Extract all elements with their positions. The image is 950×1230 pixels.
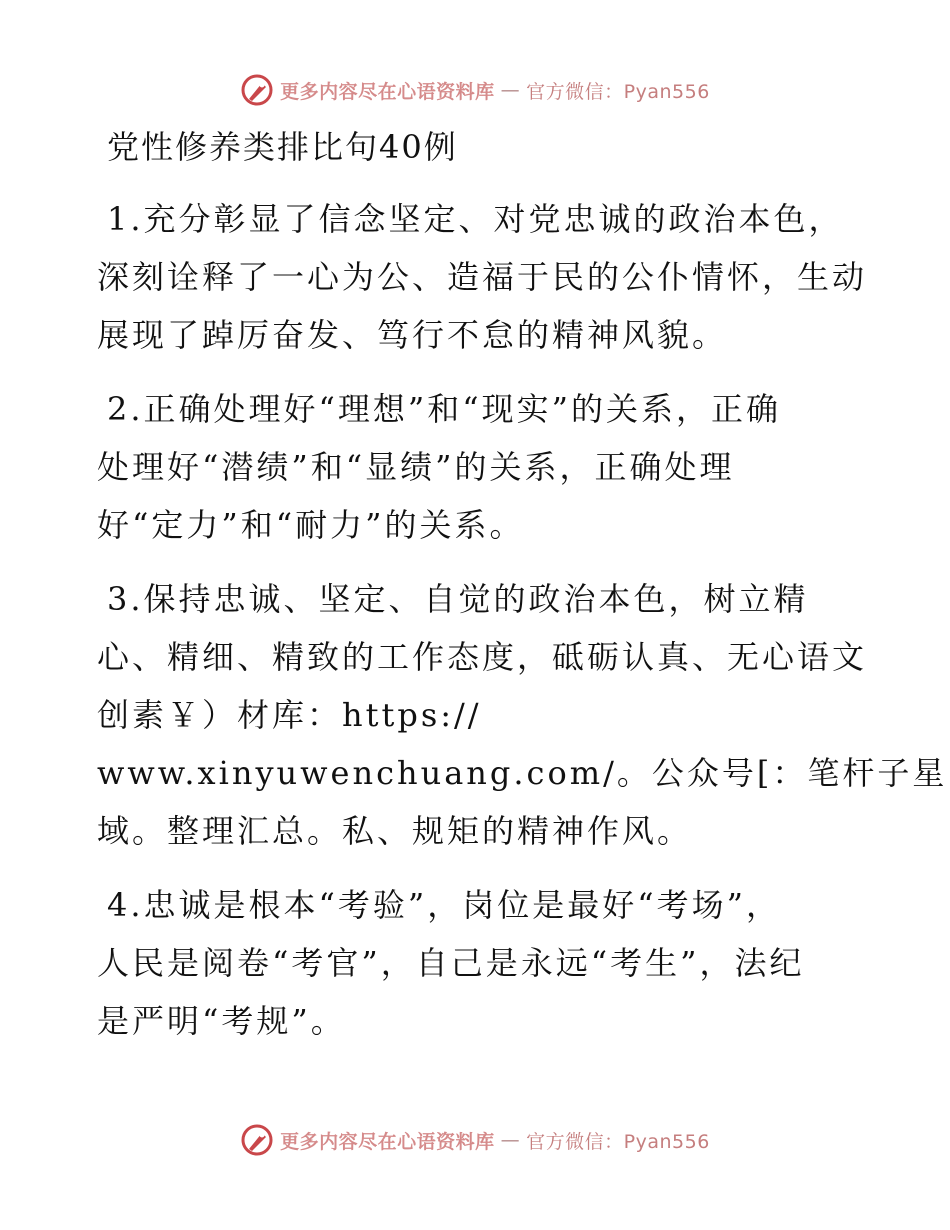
pen-nib-logo-icon [240,1123,274,1157]
paragraph-line: 展现了踔厉奋发、笃行不怠的精神风貌。 [97,316,728,354]
paragraph-3 [97,570,948,860]
pen-nib-logo-icon [240,73,274,107]
document-title: 党性修养类排比句40例 [107,128,458,166]
paragraph-line: 是严明“考规”。 [97,1002,346,1040]
paragraph-line: 域。整理汇总。私、规矩的精神作风。 [97,812,693,850]
paragraph-line: www.xinyuwenchuang.com/。公众号[：笔杆子星 [97,754,948,792]
paragraph-line: 处理好“潜绩”和“显绩”的关系，正确处理 [97,448,735,486]
paragraph-line: 1.充分彰显了信念坚定、对党忠诚的政治本色， [107,200,844,238]
footer-banner [0,1120,950,1160]
paragraph-line: 心、精细、精致的工作态度，砥砺认真、无心语文 [97,638,868,676]
paragraph-line: 3.保持忠诚、坚定、自觉的政治本色，树立精 [107,580,809,618]
header-banner [0,70,950,110]
banner-wechat-text: 官方微信：Pyan556 [526,1130,710,1153]
document-body [97,118,948,1066]
banner-main-text: 更多内容尽在心语资料库 [280,1130,495,1153]
paragraph-line: 好“定力”和“耐力”的关系。 [97,506,525,544]
paragraph-line: 深刻诠释了一心为公、造福于民的公仆情怀，生动 [97,258,868,296]
banner-content [240,1123,710,1157]
paragraph-1 [97,190,867,364]
banner-wechat-text: 官方微信：Pyan556 [526,80,710,103]
banner-separator: — [500,79,521,101]
paragraph-line: 4.忠诚是根本“考验”，岗位是最好“考场”， [107,886,781,924]
paragraph-line: 2.正确处理好“理想”和“现实”的关系，正确 [107,390,781,428]
banner-main-text: 更多内容尽在心语资料库 [280,80,495,103]
paragraph-4 [97,876,867,1050]
banner-content [240,73,710,107]
paragraph-line: 人民是阅卷“考官”，自己是永远“考生”，法纪 [97,944,805,982]
banner-separator: — [500,1129,521,1151]
paragraph-line: 创素￥）材库：https:// [97,696,482,734]
paragraph-2 [97,380,867,554]
